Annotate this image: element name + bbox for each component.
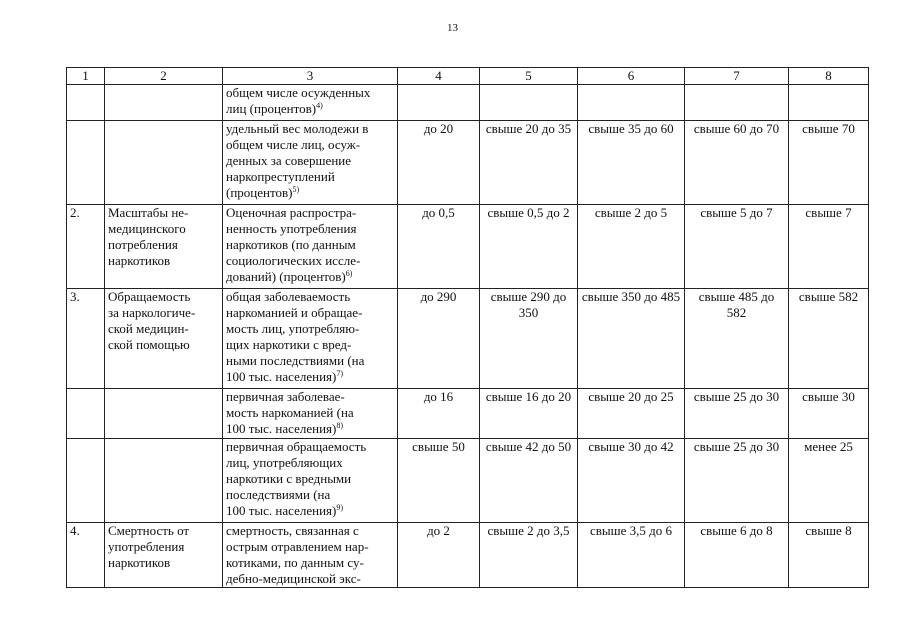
- value-cell: свыше 35 до 60: [578, 121, 685, 205]
- header-cell: 1: [67, 68, 105, 85]
- row-number: 4.: [67, 523, 105, 588]
- row-number: 2.: [67, 205, 105, 289]
- value-cell: свыше 20 до 25: [578, 389, 685, 439]
- value-cell: свыше 6 до 8: [685, 523, 789, 588]
- row-number: [67, 439, 105, 523]
- value-cell: свыше 350 до 485: [578, 289, 685, 389]
- value-cell: до 290: [398, 289, 480, 389]
- value-cell: свыше 3,5 до 6: [578, 523, 685, 588]
- value-cell: до 20: [398, 121, 480, 205]
- indicator-cell: Смертность от употребления наркотиков: [105, 523, 223, 588]
- table-row: [67, 85, 869, 121]
- row-number: [67, 389, 105, 439]
- value-cell: [789, 85, 869, 121]
- value-cell: свыше 16 до 20: [480, 389, 578, 439]
- table-row: [67, 389, 869, 439]
- indicator-cell: [105, 389, 223, 439]
- header-cell: 7: [685, 68, 789, 85]
- value-cell: [398, 85, 480, 121]
- value-cell: до 2: [398, 523, 480, 588]
- value-cell: свыше 7: [789, 205, 869, 289]
- value-cell: свыше 25 до 30: [685, 389, 789, 439]
- footnote-ref: 9): [336, 503, 344, 512]
- description-cell: удельный вес молодежи в общем числе лиц, осуж- денных за совершение наркопреступлений (процентов)$^{5)}$: [223, 121, 398, 205]
- value-cell: свыше 2 до 5: [578, 205, 685, 289]
- indicator-cell: [105, 121, 223, 205]
- indicator-cell: Масштабы не- медицинского потребления наркотиков: [105, 205, 223, 289]
- indicator-cell: Обращаемость за наркологиче- ской медицин- ской помощью: [105, 289, 223, 389]
- footnote-ref: 8): [336, 421, 344, 430]
- value-cell: свыше 2 до 3,5: [480, 523, 578, 588]
- header-cell: 3: [223, 68, 398, 85]
- table-row: [67, 205, 869, 289]
- footnote-ref: 4): [316, 101, 323, 110]
- table-row: [67, 439, 869, 523]
- row-number: 3.: [67, 289, 105, 389]
- description-cell: общем числе осужденных лиц (процентов)$^{4)}$: [223, 85, 398, 121]
- row-number: [67, 121, 105, 205]
- table-row: [67, 289, 869, 389]
- header-cell: 5: [480, 68, 578, 85]
- description-cell: первичная обращаемость лиц, употребляющих наркотики с вредными последствиями (на 100 тыс. населения)$^{9)}$: [223, 439, 398, 523]
- footnote-ref: 5): [292, 185, 300, 194]
- value-cell: свыше 20 до 35: [480, 121, 578, 205]
- value-cell: свыше 8: [789, 523, 869, 588]
- value-cell: свыше 30 до 42: [578, 439, 685, 523]
- value-cell: свыше 25 до 30: [685, 439, 789, 523]
- value-cell: [685, 85, 789, 121]
- footnote-ref: 7): [336, 369, 344, 378]
- value-cell: свыше 60 до 70: [685, 121, 789, 205]
- indicator-cell: [105, 85, 223, 121]
- value-cell: до 16: [398, 389, 480, 439]
- table-row: [67, 523, 869, 588]
- header-cell: 6: [578, 68, 685, 85]
- value-cell: свыше 582: [789, 289, 869, 389]
- value-cell: свыше 50: [398, 439, 480, 523]
- header-cell: 4: [398, 68, 480, 85]
- description-cell: общая заболеваемость наркоманией и обращае- мость лиц, употребляю- щих наркотики с вред- ными последствиями (на 100 тыс. населения)$^{7)}$: [223, 289, 398, 389]
- value-cell: свыше 0,5 до 2: [480, 205, 578, 289]
- page-number: 13: [447, 22, 458, 34]
- value-cell: менее 25: [789, 439, 869, 523]
- table-row: [67, 121, 869, 205]
- footnote-ref: 6): [345, 269, 353, 278]
- value-cell: до 0,5: [398, 205, 480, 289]
- value-cell: свыше 5 до 7: [685, 205, 789, 289]
- value-cell: свыше 290 до 350: [480, 289, 578, 389]
- row-number: [67, 85, 105, 121]
- description-cell: первичная заболевае- мость наркоманией (на 100 тыс. населения)$^{8)}$: [223, 389, 398, 439]
- header-row: [67, 68, 869, 85]
- value-cell: свыше 70: [789, 121, 869, 205]
- value-cell: [578, 85, 685, 121]
- header-cell: 2: [105, 68, 223, 85]
- description-cell: смертность, связанная с острым отравлением нар- котиками, по данным су- дебно-медицинской экс-: [223, 523, 398, 588]
- header-cell: 8: [789, 68, 869, 85]
- value-cell: [480, 85, 578, 121]
- indicator-cell: [105, 439, 223, 523]
- description-cell: Оценочная распростра- ненность употребления наркотиков (по данным социологических иссле- дований) (процентов)$^{6)}$: [223, 205, 398, 289]
- value-cell: свыше 42 до 50: [480, 439, 578, 523]
- value-cell: свыше 485 до 582: [685, 289, 789, 389]
- indicators-table: [66, 67, 869, 588]
- value-cell: свыше 30: [789, 389, 869, 439]
